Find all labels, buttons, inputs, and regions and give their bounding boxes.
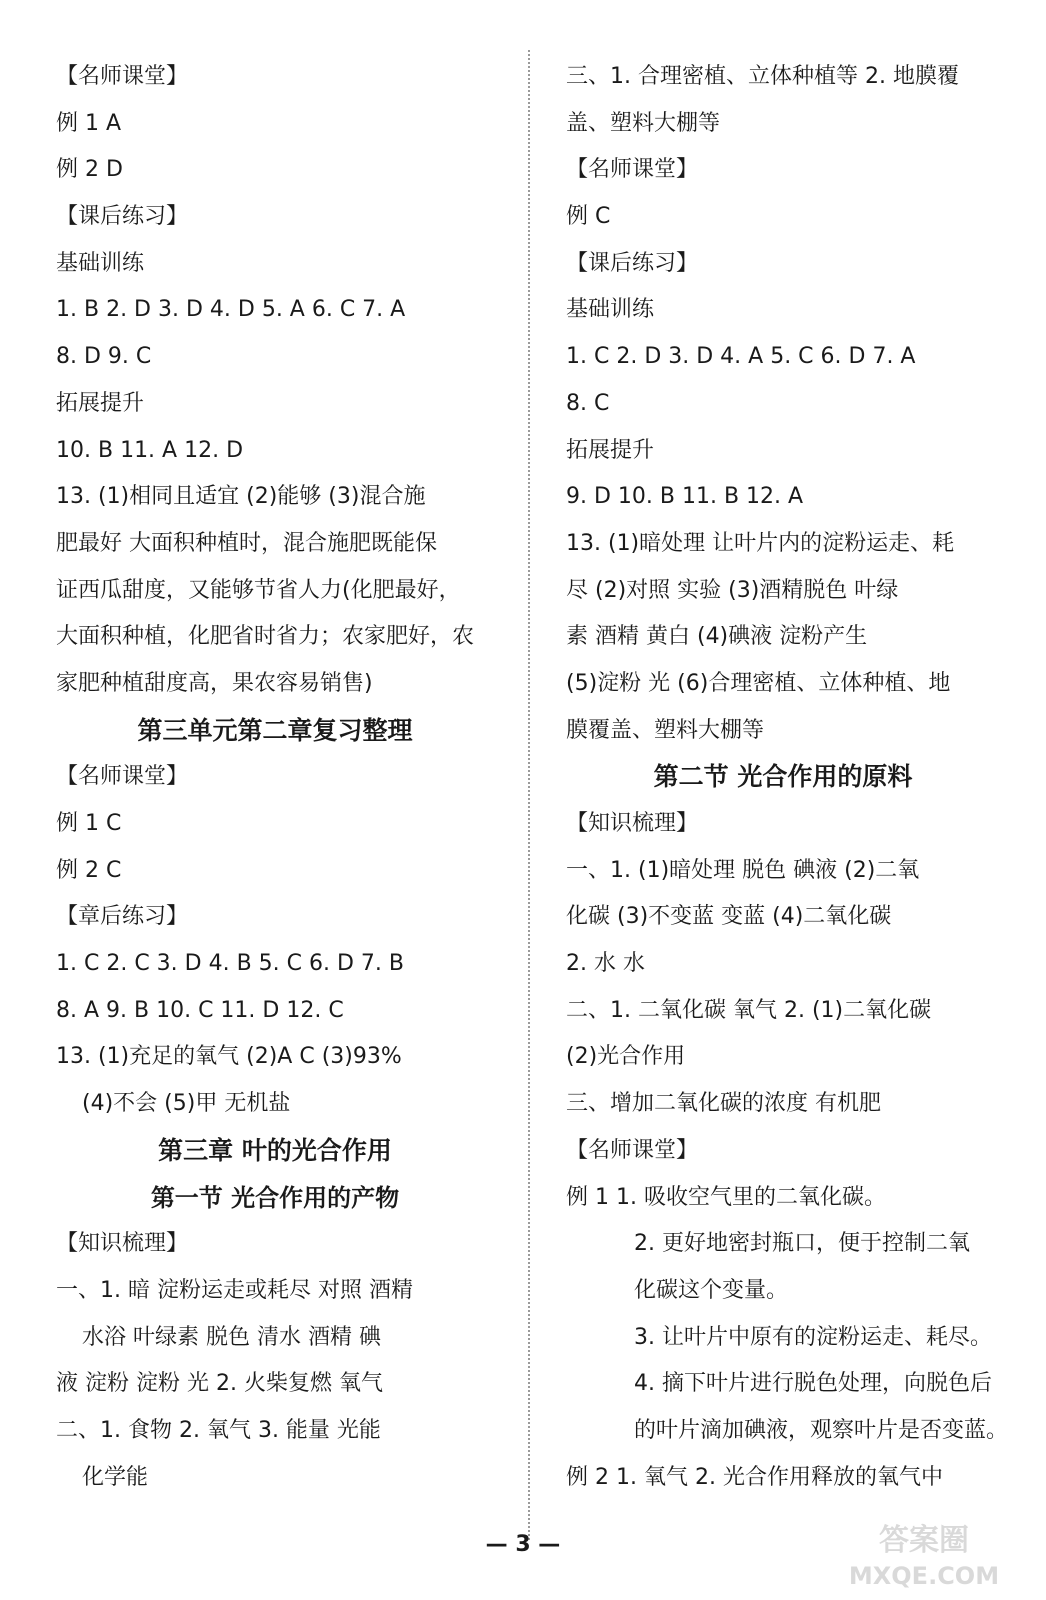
- text-line: 例 1 1. 吸收空气里的二氧化碳。: [566, 1184, 886, 1210]
- text-line: 大面积种植，化肥省时省力；农家肥好，农: [56, 624, 475, 650]
- text-line: 家肥种植甜度高，果农容易销售): [56, 670, 373, 696]
- text-line: 三、1. 合理密植、立体种植等 2. 地膜覆: [566, 64, 959, 89]
- text-line: 【课后练习】: [566, 250, 699, 276]
- text-line: 4. 摘下叶片进行脱色处理，向脱色后: [634, 1371, 992, 1397]
- text-line: 例 2 C: [56, 857, 122, 883]
- section-heading: 第三章 叶的光合作用: [158, 1135, 392, 1165]
- section-heading: 第一节 光合作用的产物: [150, 1183, 400, 1212]
- right-column: [566, 54, 1009, 1501]
- text-line: 8. C: [566, 390, 610, 416]
- text-line: 膜覆盖、塑料大棚等: [566, 717, 765, 743]
- column-divider: [528, 50, 530, 1540]
- text-line: (4)不会 (5)甲 无机盐: [82, 1091, 291, 1117]
- text-line: 2. 更好地密封瓶口，便于控制二氧: [634, 1231, 970, 1257]
- text-line: 基础训练: [56, 250, 145, 276]
- text-line: 水浴 叶绿素 脱色 清水 酒精 碘: [82, 1324, 381, 1350]
- watermark-logo: [824, 1520, 1024, 1590]
- text-line: 例 1 C: [56, 811, 122, 836]
- text-line: 3. 让叶片中原有的淀粉运走、耗尽。: [634, 1324, 992, 1350]
- text-line: 的叶片滴加碘液，观察叶片是否变蓝。: [634, 1417, 1009, 1443]
- text-line: 1. C 2. C 3. D 4. B 5. C 6. D 7. B: [56, 951, 404, 977]
- text-line: 例 2 D: [56, 157, 123, 183]
- text-line: (2)光合作用: [566, 1044, 686, 1070]
- text-line: 拓展提升: [56, 390, 145, 416]
- text-line: 素 酒精 黄白 (4)碘液 淀粉产生: [566, 624, 868, 650]
- text-line: 二、1. 二氧化碳 氧气 2. (1)二氧化碳: [566, 997, 932, 1023]
- text-line: 例 C: [566, 204, 611, 230]
- text-line: 【知识梳理】: [566, 811, 699, 836]
- text-line: 化碳 (3)不变蓝 变蓝 (4)二氧化碳: [566, 904, 892, 930]
- text-line: 化碳这个变量。: [634, 1277, 789, 1303]
- text-line: 尽 (2)对照 实验 (3)酒精脱色 叶绿: [566, 577, 899, 603]
- text-line: 例 2 1. 氧气 2. 光合作用释放的氧气中: [566, 1464, 943, 1490]
- left-column: [56, 54, 494, 1501]
- text-line: 一、1. 暗 淀粉运走或耗尽 对照 酒精: [56, 1277, 413, 1303]
- text-line: 【名师课堂】: [56, 764, 189, 790]
- text-line: 基础训练: [566, 297, 655, 323]
- text-line: 三、增加二氧化碳的浓度 有机肥: [566, 1091, 881, 1117]
- section-heading: 第二节 光合作用的原料: [653, 762, 913, 792]
- text-line: 【章后练习】: [56, 904, 189, 930]
- text-line: 13. (1)充足的氧气 (2)A C (3)93%: [56, 1044, 402, 1070]
- text-line: 盖、塑料大棚等: [566, 110, 721, 136]
- text-line: 拓展提升: [566, 437, 655, 463]
- text-line: 【名师课堂】: [56, 64, 189, 89]
- text-line: 【课后练习】: [56, 204, 189, 230]
- watermark-url: MXQE.COM: [848, 1562, 1000, 1590]
- watermark-title: 答案圈: [879, 1523, 969, 1558]
- text-line: 一、1. (1)暗处理 脱色 碘液 (2)二氧: [566, 857, 920, 883]
- text-line: (5)淀粉 光 (6)合理密植、立体种植、地: [566, 670, 951, 696]
- text-line: 10. B 11. A 12. D: [56, 437, 244, 463]
- text-line: 二、1. 食物 2. 氧气 3. 能量 光能: [56, 1417, 381, 1443]
- text-line: 证西瓜甜度，又能够节省人力(化肥最好，: [56, 577, 461, 603]
- text-line: 2. 水 水: [566, 951, 645, 977]
- text-line: 9. D 10. B 11. B 12. A: [566, 484, 804, 510]
- section-heading: 第三单元第二章复习整理: [137, 715, 413, 745]
- text-line: 8. D 9. C: [56, 344, 152, 370]
- page-number: — 3 —: [485, 1532, 561, 1557]
- text-line: 液 淀粉 淀粉 光 2. 火柴复燃 氧气: [56, 1371, 383, 1397]
- text-line: 【名师课堂】: [566, 157, 699, 183]
- text-line: 肥最好 大面积种植时，混合施肥既能保: [56, 530, 437, 556]
- text-line: 1. B 2. D 3. D 4. D 5. A 6. C 7. A: [56, 297, 406, 323]
- text-line: 1. C 2. D 3. D 4. A 5. C 6. D 7. A: [566, 344, 916, 370]
- text-line: 化学能: [82, 1464, 149, 1490]
- text-line: 【知识梳理】: [56, 1231, 189, 1257]
- text-line: 13. (1)暗处理 让叶片内的淀粉运走、耗: [566, 530, 955, 556]
- text-line: 例 1 A: [56, 110, 122, 136]
- text-line: 【名师课堂】: [566, 1137, 699, 1163]
- text-line: 8. A 9. B 10. C 11. D 12. C: [56, 997, 344, 1023]
- text-line: 13. (1)相同且适宜 (2)能够 (3)混合施: [56, 484, 426, 510]
